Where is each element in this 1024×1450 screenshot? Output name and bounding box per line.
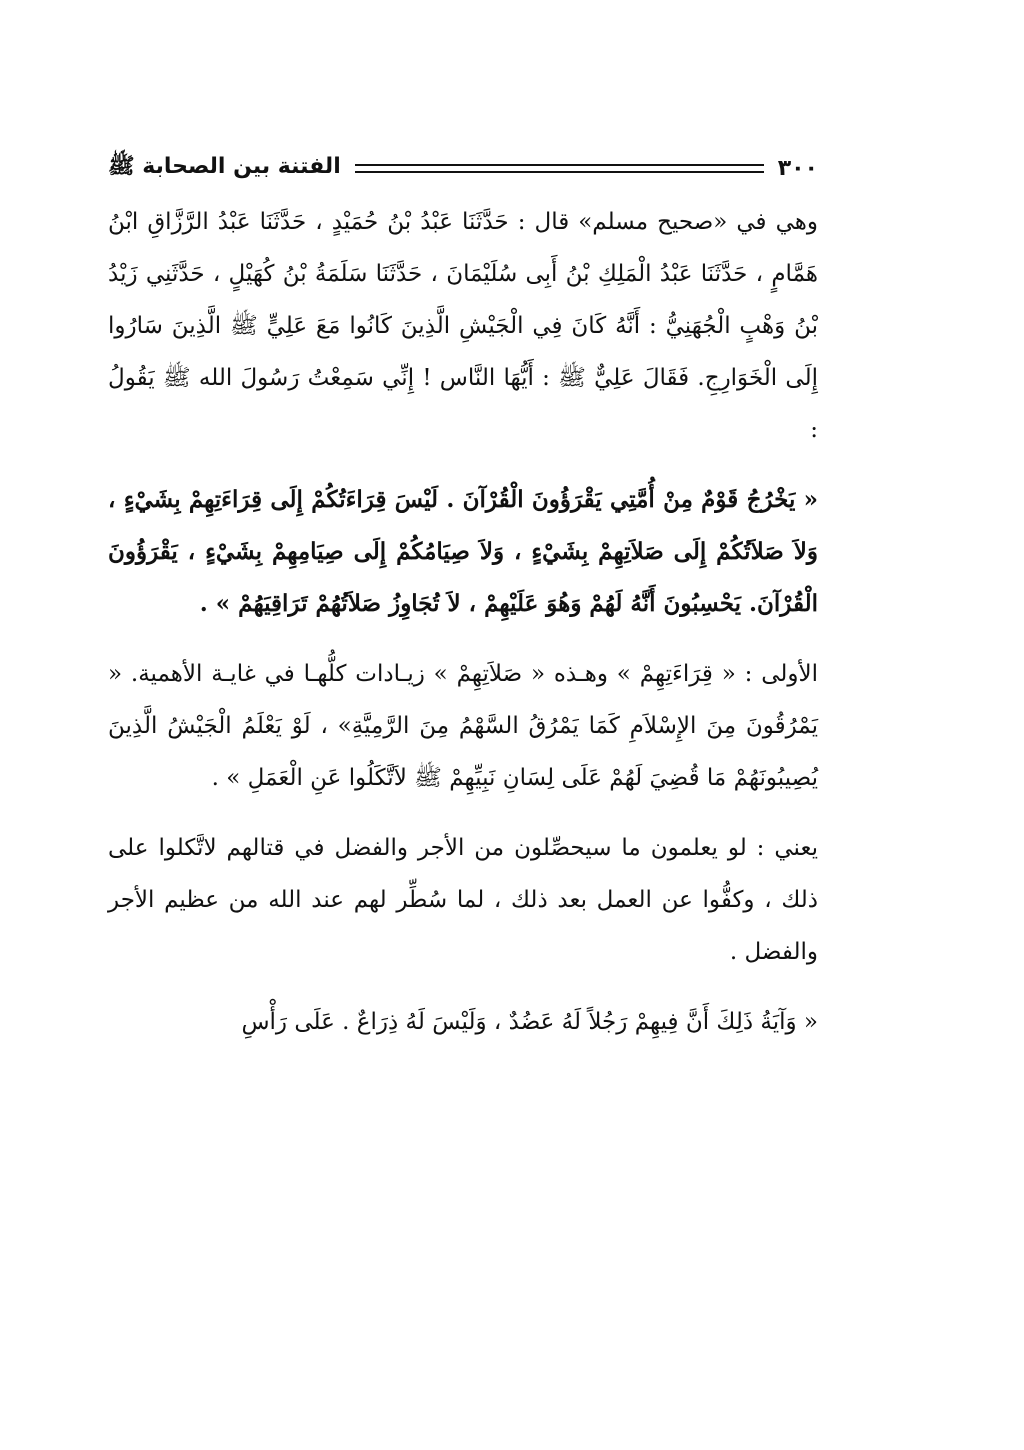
paragraph-intro: وهي في «صحيح مسلم» قال : حَدَّثَنَا عَبْدُ بْنُ حُمَيْدٍ ، حَدَّثَنَا عَبْدُ الرَّزَّاقِ ابْنُ هَمَّامٍ ، حَدَّثَنَا عَبْدُ الْمَلِكِ بْنُ أَبِى سُلَيْمَانَ ، حَدَّثَنَا سَلَمَةُ بْنُ كُهَيْلٍ ، حَدَّثَنِي زَيْدُ بْنُ وَهْبٍ الْجُهَنِيُّ : أَنَّهُ كَانَ فِي الْجَيْشِ الَّذِينَ كَانُوا مَعَ عَلِيٍّ ﷺ الَّذِينَ سَارُوا إِلَى الْخَوَارِجِ. فَقَالَ عَلِيٌّ ﷺ : أَيُّهَا النَّاس ! إِنِّي سَمِعْتُ رَسُولَ الله ﷺ يَقُولُ : xyxy=(108,209,818,443)
paragraph-commentary: الأولى : « قِرَاءَتِهِمْ » وهـذه « صَلاَتِهِمْ » زيـادات كلُّهـا في غايـة الأهمية. « يَمْرُقُونَ مِنَ الإِسْلاَمِ كَمَا يَمْرُقُ السَّهْمُ مِنَ الرَّمِيَّةِ» ، لَوْ يَعْلَمُ الْجَيْشُ الَّذِينَ يُصِيبُونَهُمْ مَا قُضِيَ لَهُمْ عَلَى لِسَانِ نَبِيِّهِمْ ﷺ لاَتَّكَلُوا عَنِ الْعَمَلِ » . xyxy=(108,661,818,791)
paragraph-continuation: « وَآيَةُ ذَلِكَ أَنَّ فِيهِمْ رَجُلاً لَهُ عَضُدٌ ، وَلَيْسَ لَهُ ذِرَاعٌ . عَلَى رَأْسِ xyxy=(241,1009,818,1035)
header-rule xyxy=(355,164,764,173)
body-text xyxy=(108,196,818,1066)
running-title: الفتنة بين الصحابة ﷺ xyxy=(108,154,341,179)
page-number: ٣٠٠ xyxy=(777,155,818,181)
paragraph-explanation: يعني : لو يعلمون ما سيحصِّلون من الأجر والفضل في قتالهم لاتَّكلوا على ذلك ، وكفُّوا عن العمل بعد ذلك ، لما سُطِّر لهم عند الله من عظيم الأجر والفضل . xyxy=(108,835,818,965)
paragraph-hadith: « يَخْرُجُ قَوْمٌ مِنْ أُمَّتِي يَقْرَؤُونَ الْقُرْآنَ . لَيْسَ قِرَاءَتُكُمْ إِلَى قِرَاءَتِهِمْ بِشَيْءٍ ، وَلاَ صَلاَتُكُمْ إِلَى صَلاَتِهِمْ بِشَيْءٍ ، وَلاَ صِيَامُكُمْ إِلَى صِيَامِهِمْ بِشَيْءٍ ، يَقْرَؤُونَ الْقُرْآنَ. يَحْسِبُونَ أَنَّهُ لَهُمْ وَهُوَ عَلَيْهِمْ ، لاَ تُجَاوِزُ صَلاَتُهُمْ تَرَاقِيَهُمْ » . xyxy=(108,486,819,617)
page-header xyxy=(108,148,818,188)
